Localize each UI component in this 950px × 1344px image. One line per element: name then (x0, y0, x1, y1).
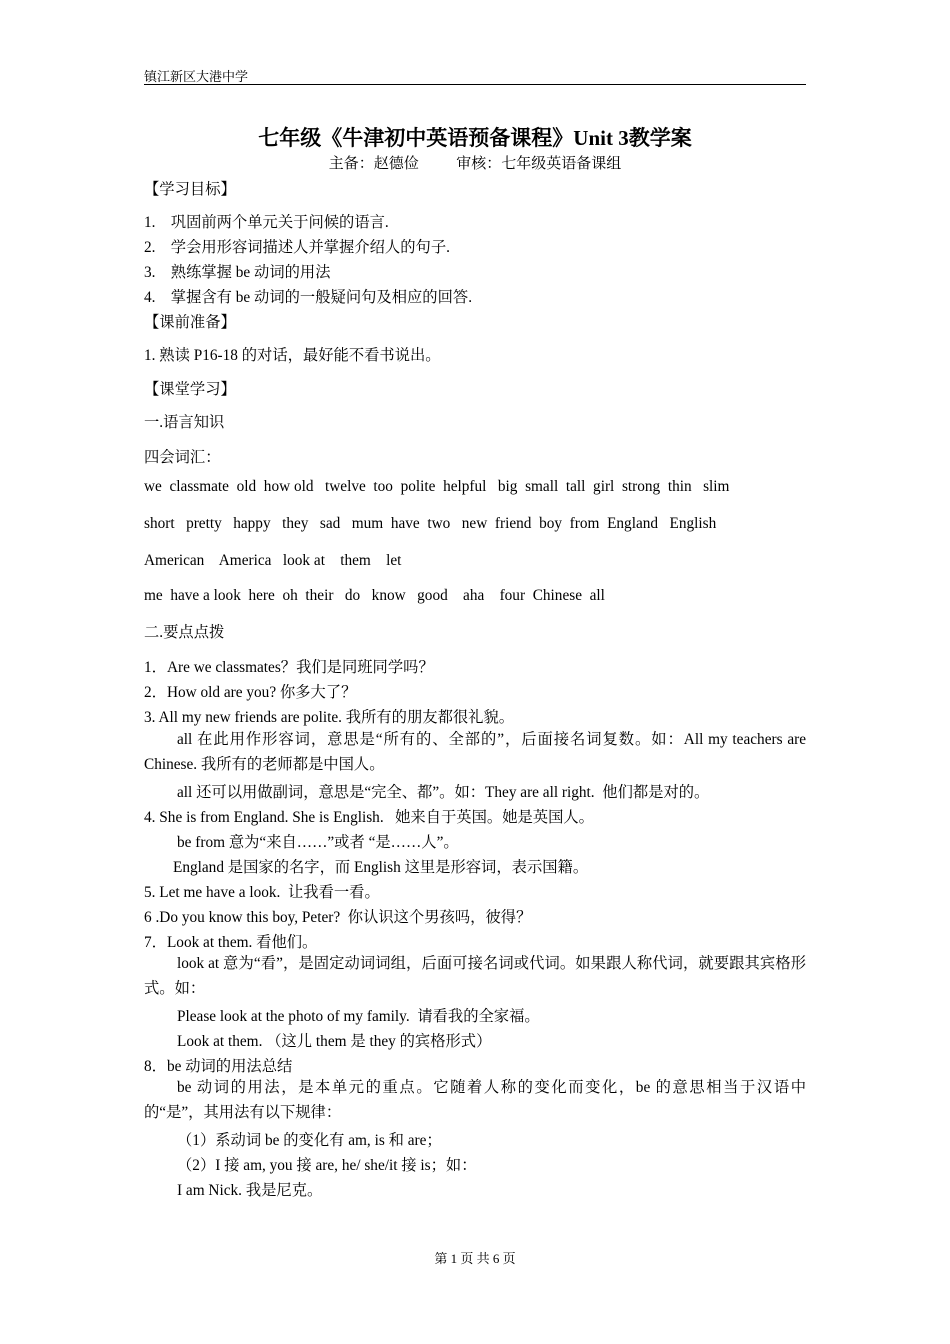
point-line: 1．Are we classmates？我们是同班同学吗？ (144, 659, 434, 676)
vocab-label: 四会词汇： (144, 449, 221, 466)
prep-item: 1. 熟读 P16-18 的对话，最好能不看书说出。 (144, 347, 441, 364)
point-line: 3. All my new friends are polite. 我所有的朋友都很礼貌。 (144, 709, 515, 726)
goal-item: 1. 巩固前两个单元关于问候的语言. (144, 214, 389, 231)
point-line: 6 .Do you know this boy, Peter? 你认识这个男孩吗，彼得？ (144, 909, 532, 926)
point-line: Look at them. （这儿 them 是 they 的宾格形式） (177, 1033, 492, 1050)
vocab-line: American America look at them let (144, 552, 402, 569)
header-rule (144, 84, 806, 85)
section-prep-heading: 【课前准备】 (144, 314, 236, 331)
point-line: Please look at the photo of my family. 请看我的全家福。 (177, 1008, 540, 1025)
point-line: 8．be 动词的用法总结 (144, 1058, 293, 1075)
vocab-line: me have a look here oh their do know good aha four Chinese all (144, 587, 605, 604)
section-goals-heading: 【学习目标】 (144, 181, 236, 198)
point-line: （2）I 接 am, you 接 are, he/ she/it 接 is；如： (177, 1157, 477, 1174)
document-title: 七年级《牛津初中英语预备课程》Unit 3教学案 (258, 126, 692, 150)
main-author: 主备：赵德俭 (328, 156, 419, 172)
section-class-heading: 【课堂学习】 (144, 381, 236, 398)
page-header-school: 镇江新区大港中学 (144, 69, 249, 84)
vocab-line: we classmate old how old twelve too polite helpful big small tall girl strong thin slim (144, 478, 730, 495)
goal-item: 3. 熟练掌握 be 动词的用法 (144, 264, 331, 281)
point-line: 5. Let me have a look. 让我看一看。 (144, 884, 380, 901)
point-line: 7．Look at them. 看他们。 (144, 934, 318, 951)
point-paragraph: be 动词的用法，是本单元的重点。它随着人称的变化而变化，be 的意思相当于汉语中的“是”，其用法有以下规律： (144, 1079, 806, 1121)
point-paragraph: all 在此用作形容词，意思是“所有的、全部的”，后面接名词复数。如：All my teachers are Chinese. 我所有的老师都是中国人。 (144, 731, 806, 773)
page-number: 第 1 页 共 6 页 (434, 1251, 516, 1266)
point-line: （1）系动词 be 的变化有 am, is 和 are； (177, 1132, 442, 1149)
authors-line (144, 152, 806, 173)
reviewer: 审核：七年级英语备课组 (456, 156, 622, 172)
point-line: 4. She is from England. She is English. 她来自于英国。她是英国人。 (144, 809, 594, 826)
point-line: 2．How old are you? 你多大了？ (144, 684, 357, 701)
page-footer (0, 1248, 950, 1267)
goal-item: 2. 学会用形容词描述人并掌握介绍人的句子. (144, 239, 450, 256)
point-line: be from 意为“来自……”或者 “是……人”。 (177, 834, 459, 851)
point-line: I am Nick. 我是尼克。 (177, 1182, 323, 1199)
goal-item: 4. 掌握含有 be 动词的一般疑问句及相应的回答. (144, 289, 473, 306)
knowledge-heading: 一.语言知识 (144, 414, 225, 431)
point-paragraph: look at 意为“看”，是固定动词词组，后面可接名词或代词。如果跟人称代词，就要跟其宾格形式。如： (144, 955, 806, 997)
points-heading: 二.要点点拨 (144, 624, 225, 641)
point-line: England 是国家的名字，而 English 这里是形容词，表示国籍。 (173, 859, 589, 876)
point-line: all 还可以用做副词，意思是“完全、都”。如：They are all right. 他们都是对的。 (177, 784, 710, 801)
vocab-line: short pretty happy they sad mum have two new friend boy from England English (144, 515, 717, 532)
